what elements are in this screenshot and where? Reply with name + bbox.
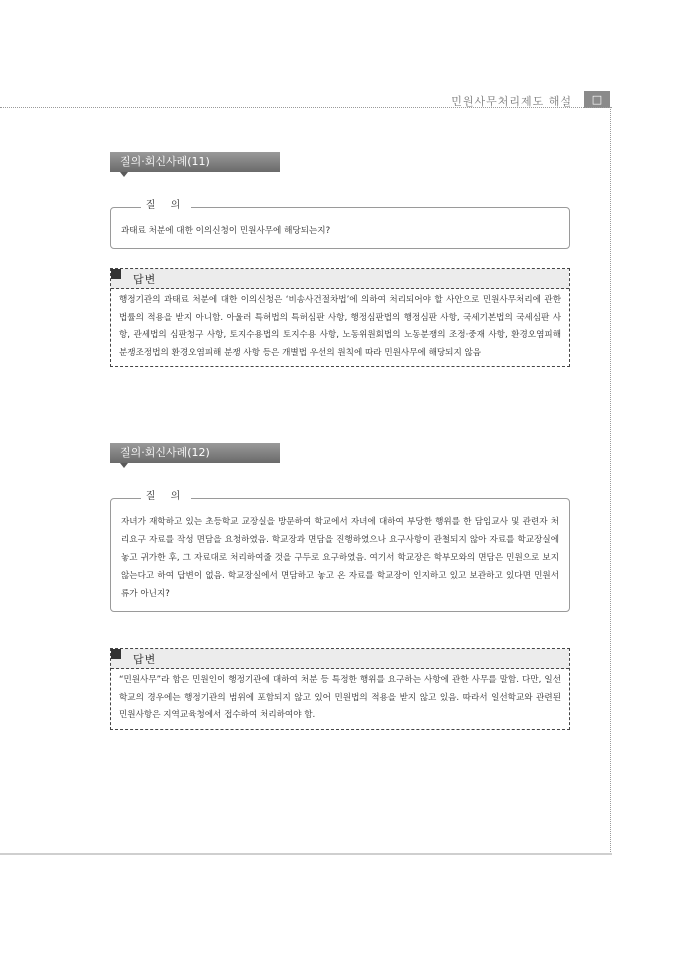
answer-text: “민원사무”라 함은 민원인이 행정기관에 대하여 처분 등 특정한 행위를 요구하는 사항에 관한 사무를 말함. 다만, 일선학교의 경우에는 행정기관의 범위에 포함되지 않고 있어 민원법의 적용을 받지 않고 있음. 따라서 일선학교와 관련된 민원사항은 지역교육청에서 접수하여 처리하여야 함. bbox=[119, 675, 561, 720]
page-number-box: □ bbox=[584, 91, 610, 108]
answer-text: 행정기관의 과태료 처분에 대한 이의신청은 ‘비송사건절차법’에 의하여 처리되어야 할 사안으로 민원사무처리에 관한 법률의 적용을 받지 아니함. 아울러 특허법의 특허심판 사항, 행정심판법의 행정심판 사항, 국세기본법의 국세심판 사항, 관세법의 심판청구 사항, 토지수용법의 토지수용 사항, 노동위원회법의 노동분쟁의 조정·중재 사항, 환경오염피해분쟁조정법의 환경오염피해 분쟁 사항 등은 개별법 우선의 원칙에 따라 민원사무에 해당되지 않음 bbox=[119, 295, 561, 358]
question-text: 과태료 처분에 대한 이의신청이 민원사무에 해당되는지? bbox=[121, 226, 331, 236]
question-label: 질 의 bbox=[141, 199, 191, 213]
answer-square-icon bbox=[111, 269, 121, 279]
answer-label: 답변 bbox=[133, 653, 157, 666]
banner-tail-icon bbox=[120, 463, 128, 468]
answer-header bbox=[111, 649, 569, 669]
case-banner bbox=[110, 152, 280, 172]
answer-box bbox=[110, 648, 570, 730]
answer-label: 답변 bbox=[133, 273, 157, 286]
question-box bbox=[110, 200, 570, 249]
answer-header bbox=[111, 269, 569, 289]
case-title: 질의·회신사례(12) bbox=[120, 446, 210, 459]
question-box bbox=[110, 491, 570, 612]
answer-box bbox=[110, 268, 570, 367]
case-banner bbox=[110, 443, 280, 463]
bottom-page-border bbox=[0, 853, 612, 855]
right-page-border bbox=[610, 107, 611, 854]
case-title: 질의·회신사례(11) bbox=[120, 155, 210, 168]
running-header-title: 민원사무처리제도 해설 bbox=[451, 95, 572, 108]
banner-tail-icon bbox=[120, 172, 128, 177]
answer-square-icon bbox=[111, 649, 121, 659]
header-divider bbox=[0, 107, 612, 108]
question-label: 질 의 bbox=[141, 490, 191, 504]
question-text: 자녀가 재학하고 있는 초등학교 교장실을 방문하여 학교에서 자녀에 대하여 부당한 행위를 한 담임교사 및 관련자 처리요구 자료를 작성 면담을 요청하였음. 학교장과 면담을 진행하였으나 요구사항이 관철되지 않아 자료를 학교장실에 놓고 귀가한 후, 그 자료대로 처리하여줄 것을 구두로 요구하였음. 여기서 학교장은 학부모와의 면담은 민원으로 보지 않는다고 하여 답변이 없음. 학교장실에서 면담하고 놓고 온 자료를 학교장이 인지하고 있고 보관하고 있다면 민원서류가 아닌지? bbox=[121, 517, 559, 599]
